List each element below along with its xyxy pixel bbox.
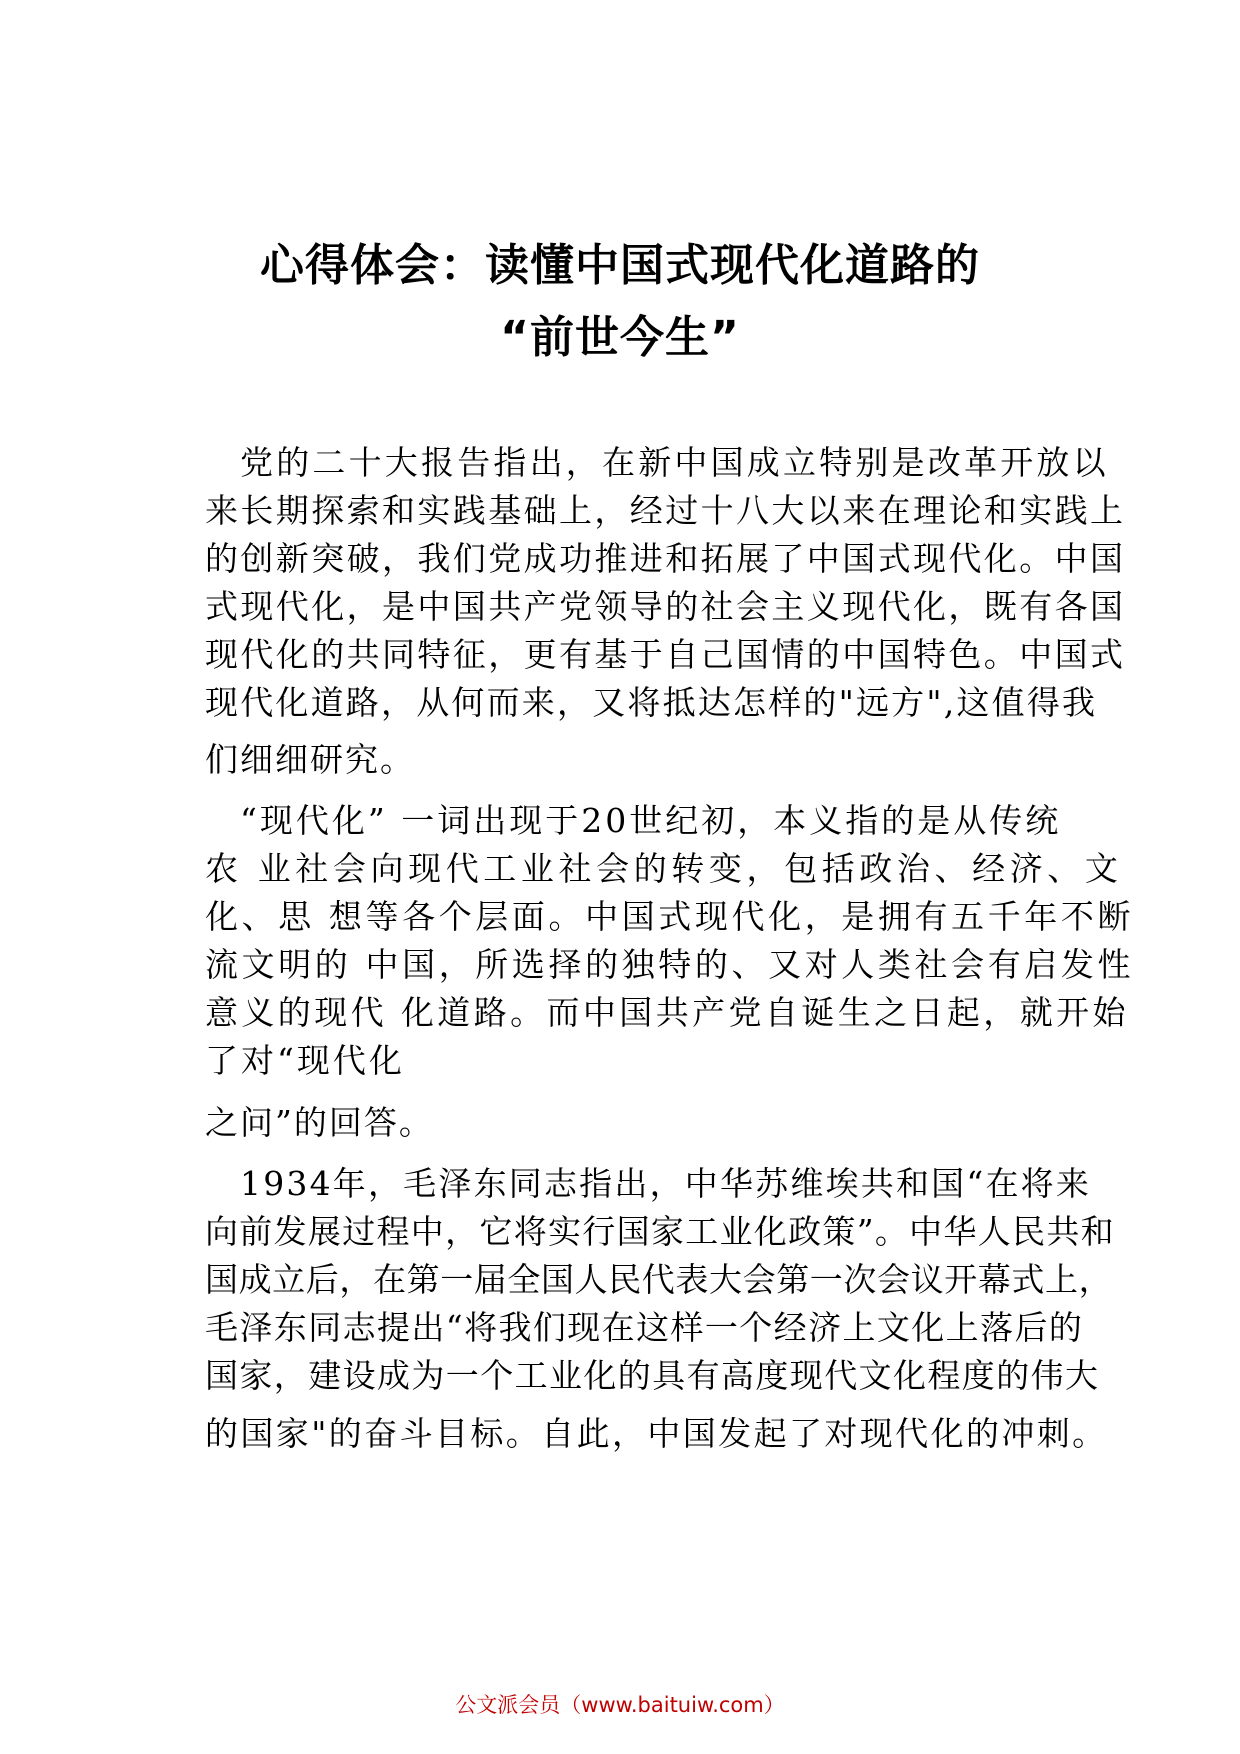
paragraph-line: 现代化道路，从何而来，又将抵达怎样的"远方",这值得我 [205,683,1098,722]
paragraph-line: 化、思 想等各个层面。中国式现代化，是拥有五千年不断 [205,897,1135,936]
document-title-line-2: “前世今生” [500,312,740,363]
paragraph-line: 来长期探索和实践基础上，经过十八大以来在理论和实践上 [205,491,1126,530]
paragraph-line: 之问”的回答。 [205,1103,434,1142]
document-title-line-1: 心得体会：读懂中国式现代化道路的 [260,240,980,291]
paragraph-line: 党的二十大报告指出，在新中国成立特别是改革开放以 [240,443,1109,482]
paragraph-line: 意义的现代 化道路。而中国共产党自诞生之日起，就开始 [205,993,1129,1032]
footer-watermark[interactable]: 公文派会员（www.baituiw.com） [455,1693,785,1717]
paragraph-line: 农 业社会向现代工业社会的转变，包括政治、经济、文 [205,849,1123,888]
paragraph-line: 的国家"的奋斗目标。自此，中国发起了对现代化的冲刺。 [205,1414,1108,1453]
paragraph-line: 国家，建设成为一个工业化的具有高度现代文化程度的伟大 [205,1356,1100,1395]
paragraph-line: 的创新突破，我们党成功推进和拓展了中国式现代化。中国 [205,539,1126,578]
paragraph-line: 了对“现代化 [205,1041,405,1080]
paragraph-line: 们细细研究。 [205,740,415,779]
paragraph-line: 现代化的共同特征，更有基于自己国情的中国特色。中国式 [205,635,1126,674]
paragraph-line: 毛泽东同志提出“将我们现在这样一个经济上文化上落后的 [205,1308,1084,1347]
paragraph-line: 流文明的 中国，所选择的独特的、又对人类社会有启发性 [205,945,1135,984]
paragraph-line: “现代化” 一词出现于20世纪初，本义指的是从传统 [240,801,1062,840]
paragraph-line: 1934年，毛泽东同志指出，中华苏维埃共和国“在将来 [240,1164,1092,1203]
paragraph-line: 向前发展过程中，它将实行国家工业化政策”。中华人民共和 [205,1212,1115,1251]
paragraph-line: 式现代化，是中国共产党领导的社会主义现代化，既有各国 [205,587,1126,626]
paragraph-line: 国成立后，在第一届全国人民代表大会第一次会议开幕式上， [205,1260,1113,1299]
